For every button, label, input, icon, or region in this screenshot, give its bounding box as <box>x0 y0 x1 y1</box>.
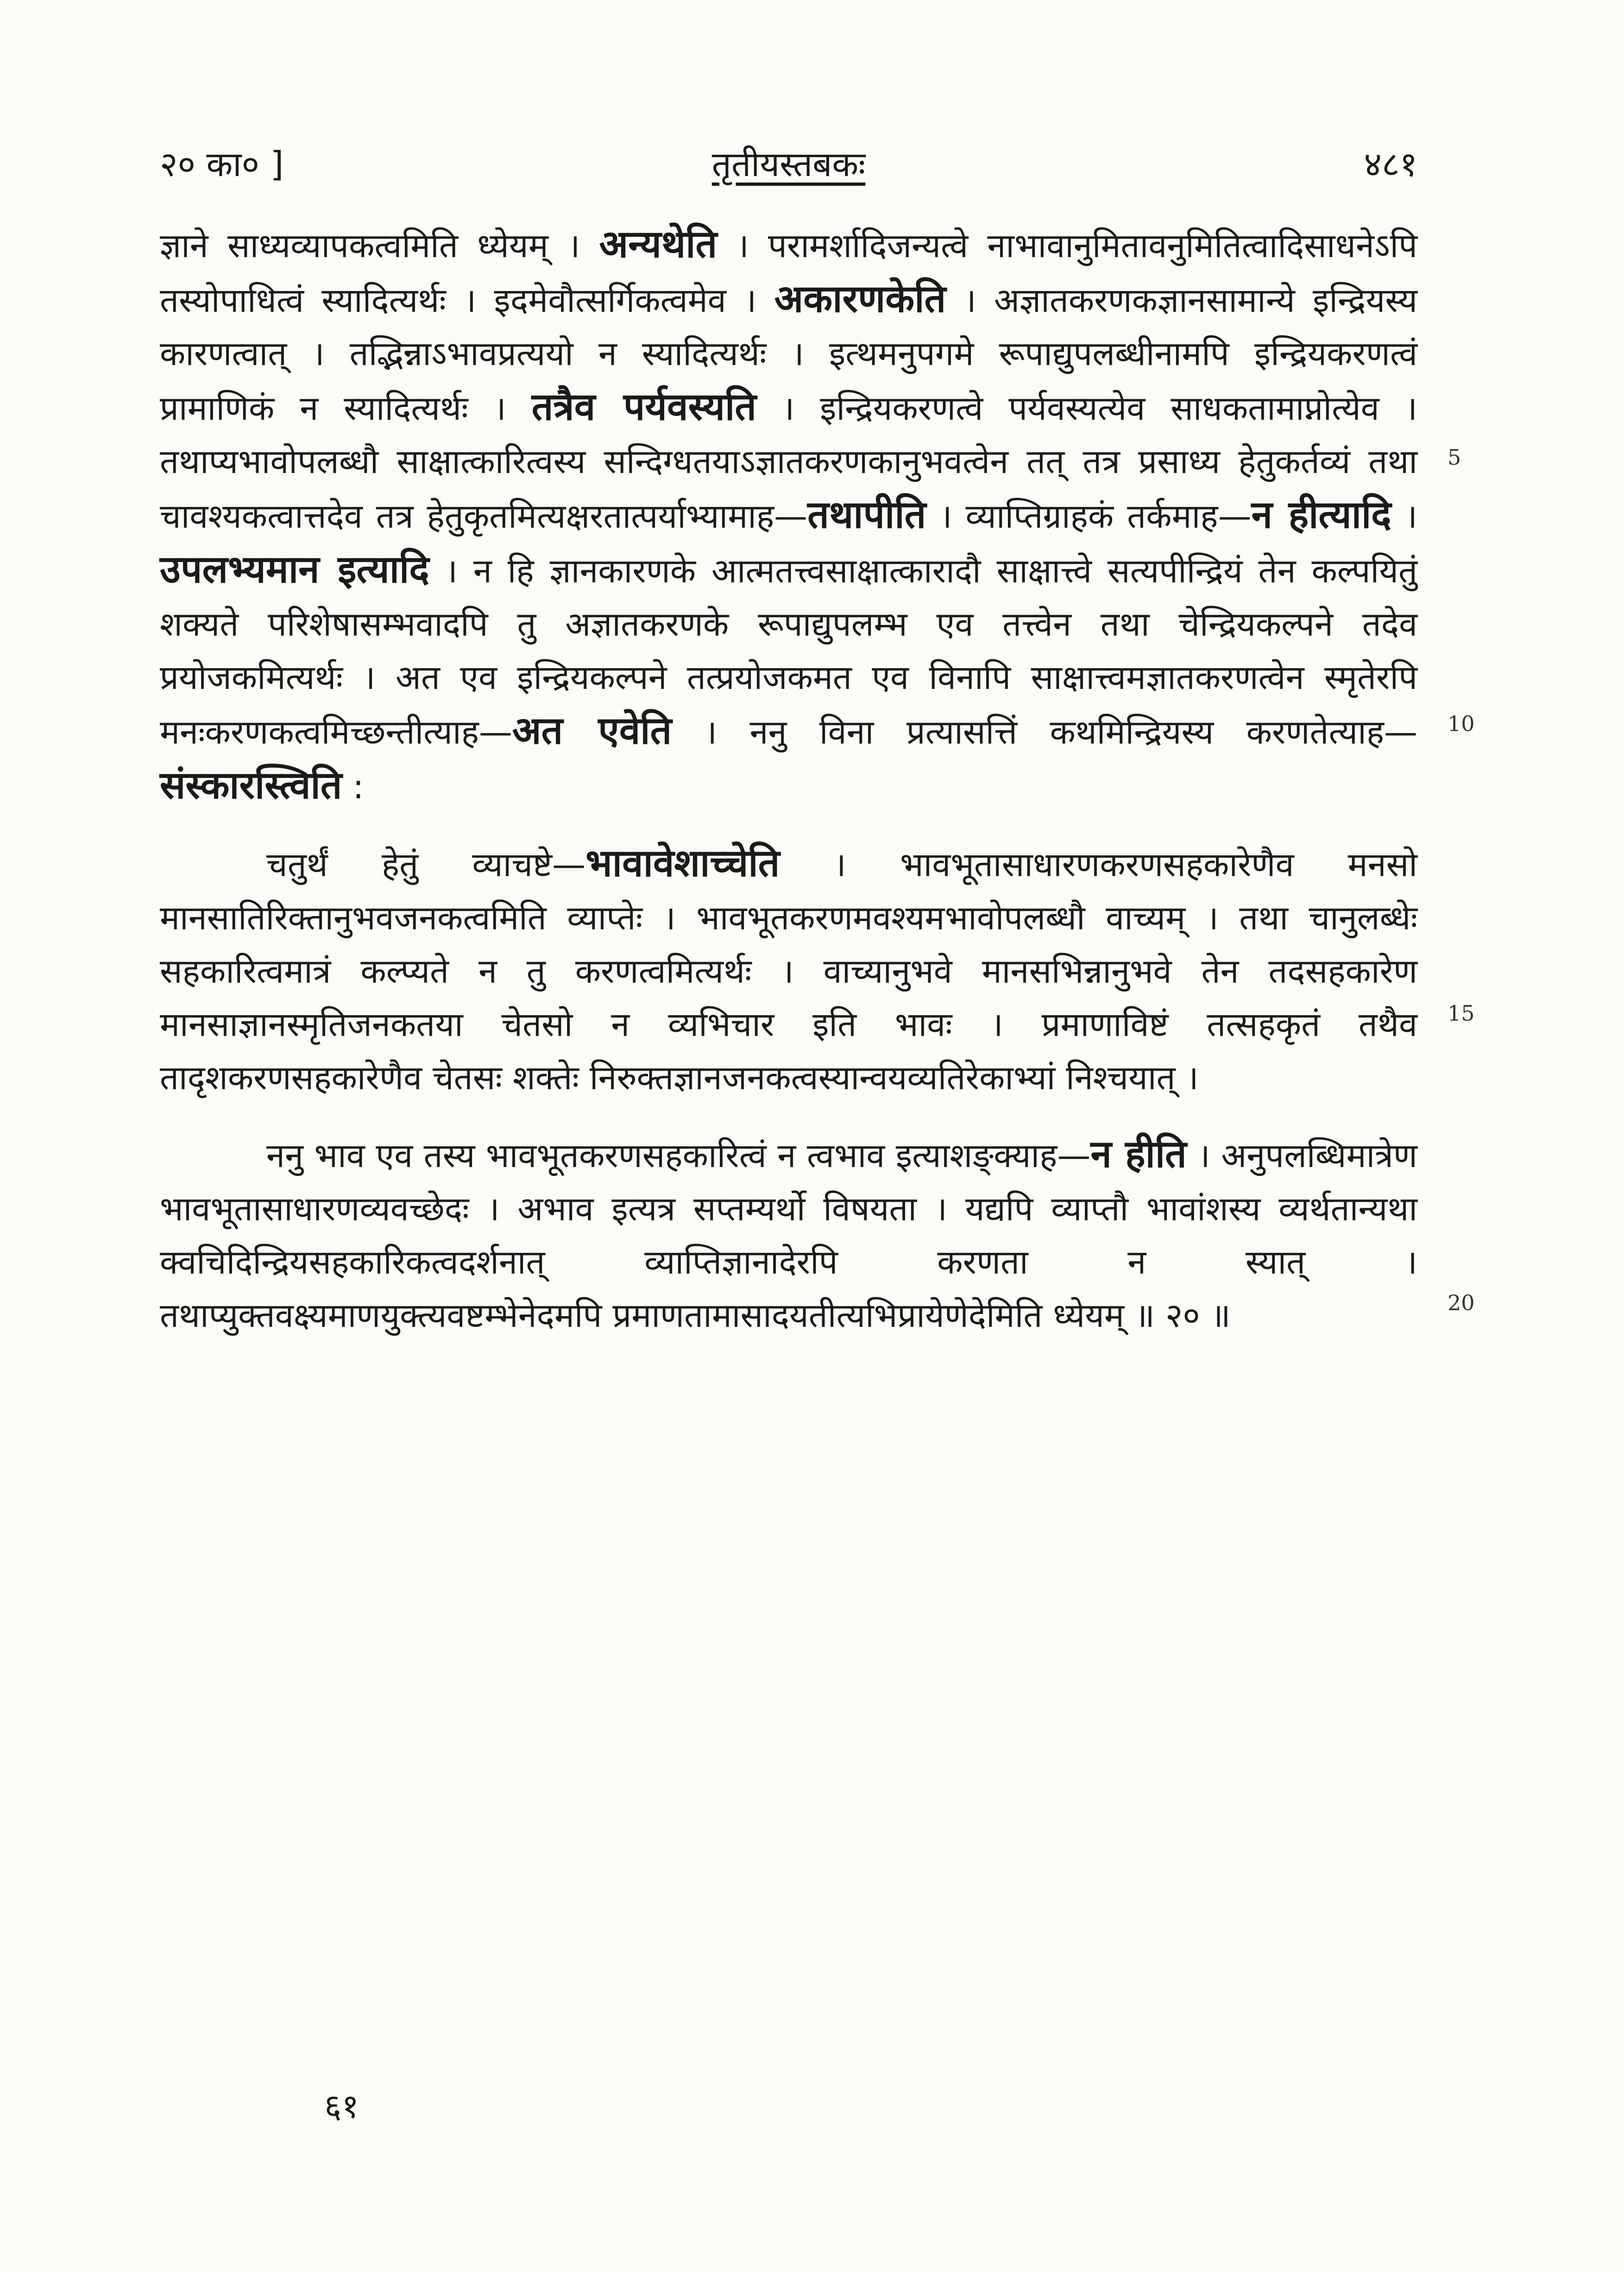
commentary-text: ननु भाव एव तस्य भावभूतकरणसहकारित्वं न त्वभाव इत्याशङ्क्याह— <box>266 1136 1091 1175</box>
lemma-text: भावावेशाच्चेति <box>585 841 780 885</box>
lemma-text: न हीति <box>1090 1132 1187 1176</box>
lemma-text: अत एवेति <box>512 709 672 753</box>
commentary-text: । परामर्शादिजन्यत्वे नाभावानुमितावनुमितित्वादिसाधनेऽपि तस्योपाधित्वं स्यादित्यर्थः । इदमेवौत्सर्गिकत्वमेव । <box>160 226 1417 320</box>
commentary-text: । ननु विना प्रत्यासत्तिं कथमिन्द्रियस्य करणतेत्याह— <box>672 713 1417 751</box>
paragraph <box>160 837 1417 1104</box>
commentary-text: : <box>342 767 364 806</box>
lemma-text: उपलभ्यमान इत्यादि <box>160 548 429 592</box>
paragraph <box>160 218 1417 814</box>
lemma-text: संस्कारस्त्विति <box>160 764 342 808</box>
header-section-ref: २० का० ] <box>160 145 284 184</box>
commentary-text: ज्ञाने साध्यव्यापकत्वमिति ध्येयम् । <box>160 226 599 265</box>
line-number: 10 <box>1448 711 1475 736</box>
paragraph <box>160 1128 1417 1342</box>
commentary-text: । <box>1391 497 1417 536</box>
commentary-text: । इन्द्रियकरणत्वे पर्यवस्यत्येव साधकतामाप्नोत्येव । तथाप्यभावोपलब्धौ साक्षात्कारित्वस्य सन्दिग्धतयाऽज्ञातकरणकानुभवत्वेन तत् तत्र प्रसाध्य हेतुकर्तव्यं तथा चावश्यकत्वात्तदेव तत्र हेतुकृतमित्यक्षरतात्पर्याभ्यामाह— <box>160 389 1417 536</box>
lemma-text: अकारणकेति <box>774 277 946 321</box>
lemma-text: तथापीति <box>807 493 926 537</box>
commentary-text: । न हि ज्ञानकारणके आत्मतत्त्वसाक्षात्कारादौ साक्षात्त्वे सत्यपीन्द्रियं तेन कल्पयितुं शक्यते परिशेषासम्भवादपि तु अज्ञातकरणके रूपाद्युपलम्भ एव तत्त्वेन तथा चेन्द्रियकल्पने तदेव प्रयोजकमित्यर्थः । अत एव इन्द्रियकल्पने तत्प्रयोजकमत एव विनापि साक्षात्त्वमज्ञातकरणत्वेन स्मृतेरपि मनःकरणकत्वमिच्छन्तीत्याह— <box>160 551 1417 751</box>
line-number: 15 <box>1448 1001 1475 1026</box>
header-title: तृतीयस्तबकः <box>711 145 866 184</box>
commentary-text: । व्याप्तिग्राहकं तर्कमाह— <box>926 497 1252 536</box>
header-page-number: ४८१ <box>1364 145 1417 184</box>
commentary-body <box>160 218 1417 1342</box>
commentary-text: । अज्ञातकरणकज्ञानसामान्ये इन्द्रियस्य कारणत्वात् । तद्भिन्नाऽभावप्रत्ययो न स्यादित्यर्थः । इत्थमनुपगमे रूपाद्युपलब्धीनामपि इन्द्रियकरणत्वं प्रामाणिकं न स्यादित्यर्थः । <box>160 281 1417 428</box>
running-header <box>160 139 1417 190</box>
commentary-text: । अनुपलब्धिमात्रेण भावभूतासाधारणव्यवच्छेदः । अभाव इत्यत्र सप्तम्यर्थो विषयता । यद्यपि व्याप्तौ भावांशस्य व्यर्थतान्यथा क्वचिदिन्द्रियसहकारिकत्वदर्शनात् व्याप्तिज्ञानादेरपि करणता न स्यात् । तथाप्युक्तवक्ष्यमाणयुक्त्यवष्टम्भेनेदमपि प्रमाणतामासादयतीत्यभिप्रायेणेदेमिति ध्येयम् ॥ २० ॥ <box>160 1136 1417 1335</box>
commentary-text: । भावभूतासाधारणकरणसहकारेणैव मनसो मानसातिरिक्तानुभवजनकत्वमिति व्याप्तेः । भावभूतकरणमवश्यमभावोपलब्धौ वाच्यम् । तथा चानुलब्धेः सहकारित्वमात्रं कल्प्यते न तु करणत्वमित्यर्थः । वाच्यानुभवे मानसभिन्नानुभवे तेन तदसहकारेण मानसाज्ञानस्मृतिजनकतया चेतसो न व्यभिचार इति भावः । प्रमाणाविष्टं तत्सहकृतं तथैव तादृशकरणसहकारेणैव चेतसः शक्तेः निरुक्तज्ञानजनकत्वस्यान्वयव्यतिरेकाभ्यां निश्चयात् । <box>160 845 1417 1097</box>
signature-mark: ६१ <box>324 2087 359 2126</box>
lemma-text: अन्यथेति <box>599 222 718 266</box>
commentary-text: चतुर्थं हेतुं व्याचष्टे— <box>266 845 586 884</box>
line-number: 20 <box>1448 1290 1475 1315</box>
line-number: 5 <box>1448 445 1461 470</box>
lemma-text: न हीत्यादि <box>1251 493 1391 537</box>
lemma-text: तत्रैव पर्यवस्यति <box>531 385 757 429</box>
